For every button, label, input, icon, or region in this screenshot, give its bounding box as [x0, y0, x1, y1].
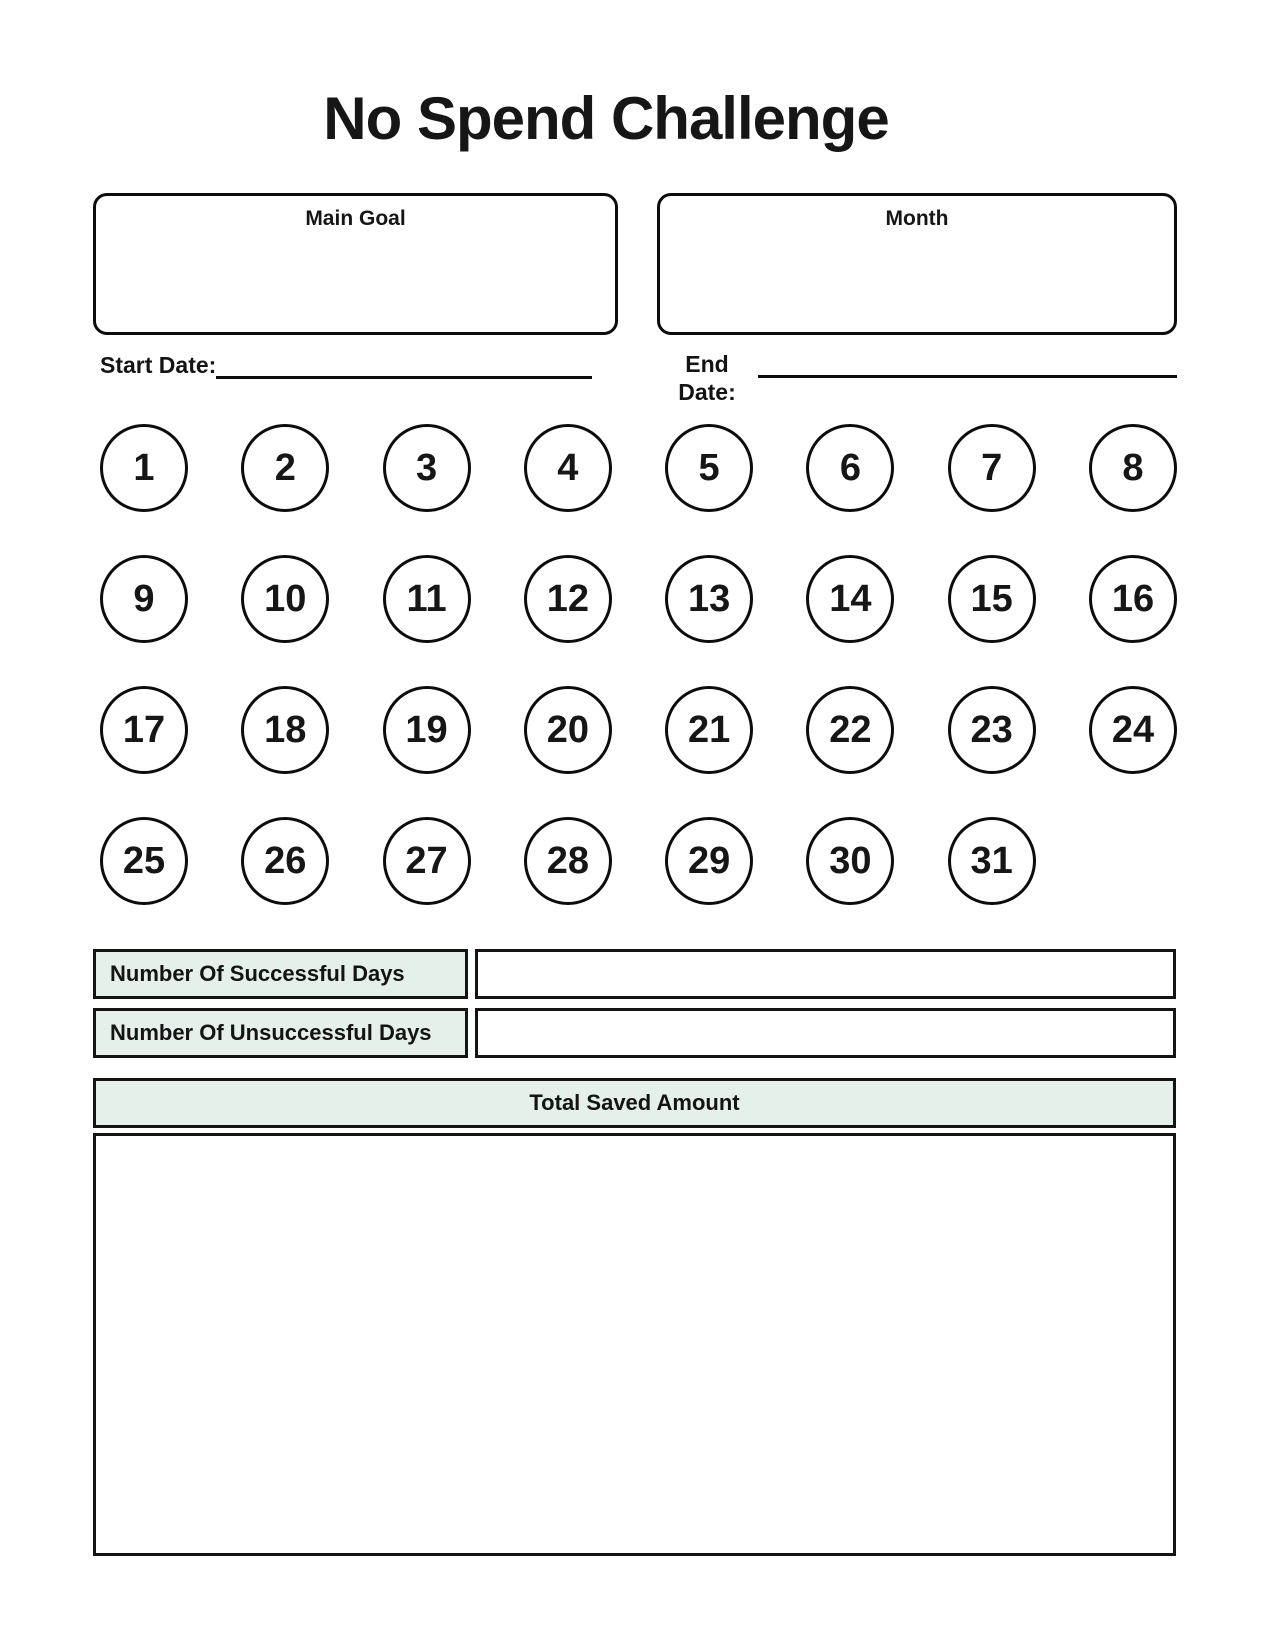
day-number: 20 — [546, 708, 589, 751]
day-circle-17[interactable] — [100, 686, 188, 774]
day-circle-1[interactable] — [100, 424, 188, 512]
day-placeholder — [1089, 817, 1177, 905]
day-circle-29[interactable] — [665, 817, 753, 905]
day-number: 14 — [829, 577, 872, 620]
day-number: 21 — [687, 708, 731, 751]
day-circle-21[interactable] — [665, 686, 753, 774]
day-circle-4[interactable] — [524, 424, 612, 512]
day-number: 10 — [264, 577, 307, 620]
day-circle-30[interactable] — [806, 817, 894, 905]
start-date-input[interactable] — [216, 354, 592, 379]
day-circle-5[interactable] — [665, 424, 753, 512]
day-circle-6[interactable] — [806, 424, 894, 512]
day-number: 11 — [406, 577, 447, 620]
day-circle-26[interactable] — [241, 817, 329, 905]
day-circle-13[interactable] — [665, 555, 753, 643]
month-label: Month — [885, 207, 949, 230]
day-circle-18[interactable] — [241, 686, 329, 774]
day-number: 9 — [133, 577, 155, 620]
day-circle-7[interactable] — [948, 424, 1036, 512]
day-number: 23 — [970, 708, 1013, 751]
day-number: 26 — [264, 839, 307, 882]
day-circle-24[interactable] — [1089, 686, 1177, 774]
successful-days-label: Number Of Successful Days — [93, 949, 468, 999]
day-circle-27[interactable] — [383, 817, 471, 905]
day-number: 19 — [405, 708, 448, 751]
day-circle-3[interactable] — [383, 424, 471, 512]
day-number: 2 — [274, 446, 296, 489]
day-number: 31 — [970, 839, 1013, 882]
total-saved-input[interactable] — [93, 1133, 1176, 1556]
day-circle-28[interactable] — [524, 817, 612, 905]
day-number: 3 — [415, 446, 438, 489]
day-number: 6 — [839, 446, 861, 489]
day-number: 4 — [557, 446, 579, 489]
start-date-group — [100, 352, 592, 379]
day-row — [100, 424, 1177, 512]
end-date-input[interactable] — [758, 352, 1177, 378]
main-goal-label: Main Goal — [305, 207, 406, 230]
day-number: 29 — [687, 839, 731, 882]
day-number: 13 — [687, 577, 731, 620]
day-number: 7 — [981, 446, 1003, 489]
day-row — [100, 555, 1177, 643]
day-circle-23[interactable] — [948, 686, 1036, 774]
page-title: No Spend Challenge — [323, 85, 889, 152]
total-saved-header: Total Saved Amount — [93, 1078, 1176, 1128]
day-number: 8 — [1122, 446, 1144, 489]
day-circle-31[interactable] — [948, 817, 1036, 905]
end-date-label: End Date: — [678, 351, 736, 405]
day-circle-19[interactable] — [383, 686, 471, 774]
day-number: 25 — [122, 839, 166, 882]
day-circle-20[interactable] — [524, 686, 612, 774]
day-circle-8[interactable] — [1089, 424, 1177, 512]
start-date-label: Start Date: — [100, 352, 217, 378]
unsuccessful-days-input[interactable] — [475, 1008, 1176, 1058]
day-circle-9[interactable] — [100, 555, 188, 643]
day-row — [100, 817, 1177, 905]
day-number: 5 — [698, 446, 720, 489]
month-input[interactable] — [660, 231, 1174, 311]
main-goal-box[interactable] — [93, 193, 618, 335]
unsuccessful-days-label: Number Of Unsuccessful Days — [93, 1008, 468, 1058]
day-number: 16 — [1111, 577, 1155, 620]
day-number: 18 — [264, 708, 307, 751]
day-number: 12 — [546, 577, 589, 620]
day-circle-12[interactable] — [524, 555, 612, 643]
day-number: 27 — [405, 839, 448, 882]
day-row — [100, 686, 1177, 774]
day-grid — [100, 424, 1177, 905]
day-circle-25[interactable] — [100, 817, 188, 905]
day-circle-10[interactable] — [241, 555, 329, 643]
main-goal-input[interactable] — [96, 231, 615, 311]
day-circle-15[interactable] — [948, 555, 1036, 643]
day-circle-16[interactable] — [1089, 555, 1177, 643]
day-circle-22[interactable] — [806, 686, 894, 774]
day-circle-14[interactable] — [806, 555, 894, 643]
day-number: 1 — [133, 446, 155, 489]
month-box[interactable] — [657, 193, 1177, 335]
day-number: 17 — [122, 708, 166, 751]
day-number: 30 — [829, 839, 872, 882]
day-number: 24 — [1111, 708, 1155, 751]
day-number: 15 — [970, 577, 1013, 620]
day-number: 28 — [546, 839, 589, 882]
day-circle-11[interactable] — [383, 555, 471, 643]
day-number: 22 — [829, 708, 872, 751]
successful-days-input[interactable] — [475, 949, 1176, 999]
day-circle-2[interactable] — [241, 424, 329, 512]
